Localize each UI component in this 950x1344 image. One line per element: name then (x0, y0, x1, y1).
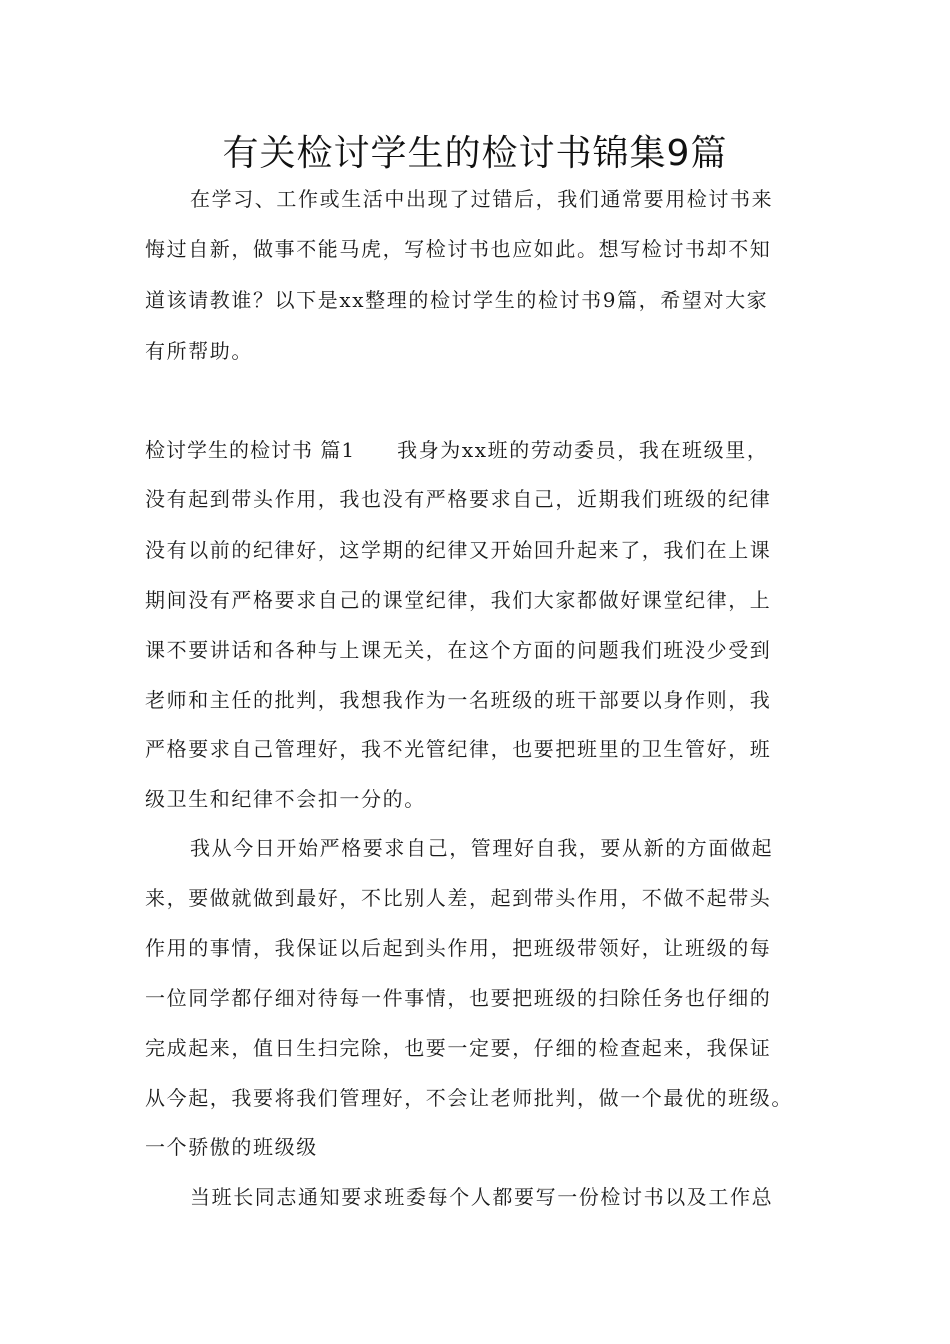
intro-line: 有所帮助。 (145, 339, 253, 363)
body-line: 没有起到带头作用，我也没有严格要求自己，近期我们班级的纪律 (145, 487, 772, 511)
document-title: 有关检讨学生的检讨书锦集9篇 (222, 133, 728, 174)
body-line: 作用的事情，我保证以后起到头作用，把班级带领好，让班级的每 (145, 936, 772, 960)
intro-line: 悔过自新，做事不能马虎，写检讨书也应如此。想写检讨书却不知 (145, 237, 772, 261)
body-line: 期间没有严格要求自己的课堂纪律，我们大家都做好课堂纪律，上 (145, 588, 772, 612)
body-line: 完成起来，值日生扫完除，也要一定要，仔细的检查起来，我保证 (145, 1036, 772, 1060)
body-line: 来，要做就做到最好，不比别人差，起到带头作用，不做不起带头 (145, 886, 772, 910)
body-line: 老师和主任的批判，我想我作为一名班级的班干部要以身作则，我 (145, 688, 772, 712)
section-heading: 检讨学生的检讨书 篇1 (145, 438, 356, 462)
body-line: 课不要讲话和各种与上课无关，在这个方面的问题我们班没少受到 (145, 638, 772, 662)
body-line: 没有以前的纪律好，这学期的纪律又开始回升起来了，我们在上课 (145, 538, 772, 562)
body-line: 级卫生和纪律不会扣一分的。 (145, 787, 426, 811)
intro-line: 道该请教谁？以下是xx整理的检讨学生的检讨书9篇，希望对大家 (145, 288, 769, 312)
body-line: 从今起，我要将我们管理好，不会让老师批判，做一个最优的班级。 (145, 1086, 793, 1110)
section-first-line-text: 我身为xx班的劳动委员，我在班级里， (397, 438, 769, 462)
section-first-line (145, 436, 825, 464)
body-line: 我从今日开始严格要求自己，管理好自我，要从新的方面做起 (190, 836, 774, 860)
body-line: 一位同学都仔细对待每一件事情，也要把班级的扫除任务也仔细的 (145, 986, 772, 1010)
intro-line: 在学习、工作或生活中出现了过错后，我们通常要用检讨书来 (190, 187, 774, 211)
body-line: 当班长同志通知要求班委每个人都要写一份检讨书以及工作总 (190, 1185, 774, 1209)
body-line: 一个骄傲的班级级 (145, 1135, 318, 1159)
body-line: 严格要求自己管理好，我不光管纪律，也要把班里的卫生管好，班 (145, 737, 772, 761)
